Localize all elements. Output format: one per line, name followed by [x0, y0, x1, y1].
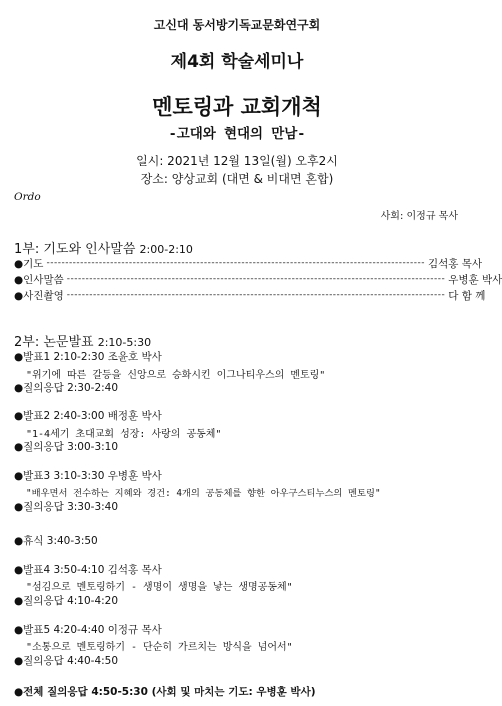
part1-row-photo: [14, 288, 486, 302]
organization-name: 고신대 동서방기독교문화연구회: [153, 18, 321, 32]
part1-time: 2:00-2:10: [139, 243, 193, 256]
qa-3: ●질의응답 3:30-3:40: [14, 501, 119, 513]
row-label: ●인사말씀: [14, 273, 64, 286]
mc-line: 사회: 이정규 목사: [380, 211, 458, 222]
qa-2: ●질의응답 3:00-3:10: [14, 441, 119, 453]
part1-row-prayer: [14, 256, 483, 270]
ordo-label: Ordo: [14, 191, 41, 203]
dash-leader: -----------------------------------------------------------------------------------------------------: [66, 290, 446, 300]
presentation-5: ●발표5 4:20-4:40 이정규 목사: [14, 624, 162, 636]
event-place: 장소: 양상교회 (대면 & 비대면 혼합): [140, 172, 334, 186]
part2-title: 2부: 논문발표: [14, 335, 94, 350]
part1-heading: [14, 238, 193, 257]
part2-time: 2:10-5:30: [97, 336, 152, 349]
presentation-1-title: "위기에 따른 갈등을 신앙으로 승화시킨 이그나티우스의 멘토링": [26, 370, 326, 381]
presentation-4-title: "섬김으로 멘토링하기 - 생명이 생명을 낳는 생명공동체": [26, 582, 293, 593]
part1-row-greeting: [14, 272, 502, 286]
presentation-2: ●발표2 2:40-3:00 배정훈 박사: [14, 410, 162, 422]
event-date: 일시: 2021년 12월 13일(월) 오후2시: [136, 154, 338, 168]
seminar-title: 제4회 학술세미나: [170, 52, 304, 72]
presentation-4: ●발표4 3:50-4:10 김석홍 목사: [14, 564, 162, 576]
row-person: 우병훈 박사: [448, 273, 502, 286]
row-label: ●사진촬영: [14, 289, 64, 302]
dash-leader: -----------------------------------------------------------------------------------------------------: [46, 258, 425, 268]
final-qa: ●전체 질의응답 4:50-5:30 (사회 및 마치는 기도: 우병훈 박사): [14, 686, 316, 698]
break: ●휴식 3:40-3:50: [14, 535, 98, 547]
qa-5: ●질의응답 4:40-4:50: [14, 655, 119, 667]
dash-leader: -----------------------------------------------------------------------------------------------------: [66, 274, 446, 284]
row-person: 다 함 께: [448, 289, 486, 302]
qa-4: ●질의응답 4:10-4:20: [14, 595, 119, 607]
presentation-3-title: "배우면서 전수하는 지혜와 경건: 4개의 공동체를 향한 아우구스티누스의 멘토링": [26, 488, 381, 499]
row-person: 김석홍 목사: [427, 257, 483, 270]
part1-title: 1부: 기도와 인사말씀: [14, 242, 136, 257]
presentation-5-title: "소통으로 멘토링하기 - 단순히 가르치는 방식을 넘어서": [26, 642, 293, 653]
subtitle: -고대와 현대의 만남-: [168, 126, 306, 142]
presentation-3: ●발표3 3:10-3:30 우병훈 박사: [14, 470, 162, 482]
presentation-2-title: "1-4세기 초대교회 성장: 사랑의 공동체": [26, 429, 222, 440]
qa-1: ●질의응답 2:30-2:40: [14, 382, 119, 394]
main-title: 멘토링과 교회개척: [152, 94, 322, 119]
part2-heading: [14, 331, 151, 350]
row-label: ●기도: [14, 257, 44, 270]
presentation-1: ●발표1 2:10-2:30 조윤호 박사: [14, 351, 162, 363]
